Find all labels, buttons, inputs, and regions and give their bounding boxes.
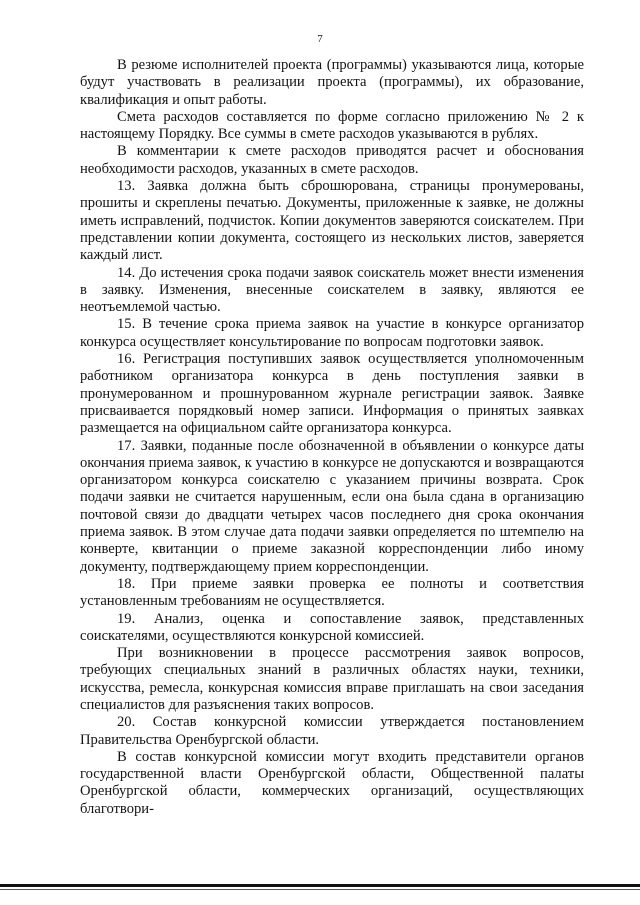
- paragraph-item-18: 18. При приеме заявки проверка ее полноты и соответствия установленным требованиям не осуществляется.: [80, 575, 584, 610]
- paragraph-item-17: 17. Заявки, поданные после обозначенной в объявлении о конкурсе даты окончания приема заявок, к участию в конкурсе не допускаются и возвращаются организатором конкурса соискателю с указанием причины возврата. Срок подачи заявки не считается нарушенным, если она была сдана в организацию почтовой связи до двадцати четырех часов последнего дня срока окончания приема заявок. В этом случае дата подачи заявки определяется по штемпелю на конверте, квитанции о приеме заказной корреспонденции либо иному документу, подтверждающему прием корреспонденции.: [80, 437, 584, 575]
- scan-edge-line: [0, 884, 640, 887]
- paragraph-resume-executors: В резюме исполнителей проекта (программы) указываются лица, которые будут участвовать в реализации проекта (программы), их образование, квалификация и опыт работы.: [80, 57, 584, 108]
- document-body: [80, 57, 584, 818]
- paragraph-expense-estimate: Смета расходов составляется по форме согласно приложению № 2 к настоящему Порядку. Все суммы в смете расходов указываются в рублях.: [80, 108, 584, 143]
- paragraph-specialists: При возникновении в процессе рассмотрения заявок вопросов, требующих специальных знаний в различных областях науки, техники, искусства, ремесла, конкурсная комиссия вправе приглашать на свои заседания специалистов для разъяснения таких вопросов.: [80, 645, 584, 713]
- paragraph-item-16: 16. Регистрация поступивших заявок осуществляется уполномоченным работником организатора конкурса в день поступления заявки в пронумерованном и прошнурованном журнале регистрации заявок. Заявке присваивается порядковый номер записи. Информация о принятых заявках размещается на официальном сайте организатора конкурса.: [80, 351, 584, 437]
- paragraph-item-15: 15. В течение срока приема заявок на участие в конкурсе организатор конкурса осуществляет консультирование по вопросам подготовки заявок.: [80, 316, 584, 350]
- page-number: 7: [317, 33, 323, 45]
- paragraph-item-19: 19. Анализ, оценка и сопоставление заявок, представленных соискателями, осуществляются конкурсной комиссией.: [80, 610, 584, 644]
- paragraph-item-14: 14. До истечения срока подачи заявок соискатель может внести изменения в заявку. Изменения, внесенные соискателем в заявку, являются ее неотъемлемой частью.: [80, 264, 584, 316]
- paragraph-item-20: 20. Состав конкурсной комиссии утверждается постановлением Правительства Оренбургской области.: [80, 714, 584, 748]
- paragraph-item-13: 13. Заявка должна быть сброшюрована, страницы пронумерованы, прошиты и скреплены печатью. Документы, приложенные к заявке, не должны иметь исправлений, подчисток. Копии документов заверяются соискателем. При представлении копии документа, состоящего из нескольких листов, заверяется каждый лист.: [80, 178, 584, 264]
- scan-edge-line-thin: [0, 889, 640, 890]
- paragraph-commission-members: В состав конкурсной комиссии могут входить представители органов государственной власти Оренбургской области, Общественной палаты Оренбургской области, коммерческих организаций, осуществляющих благотвори-: [80, 748, 584, 817]
- paragraph-estimate-comments: В комментарии к смете расходов приводятся расчет и обоснования необходимости расходов, указанных в смете расходов.: [80, 143, 584, 177]
